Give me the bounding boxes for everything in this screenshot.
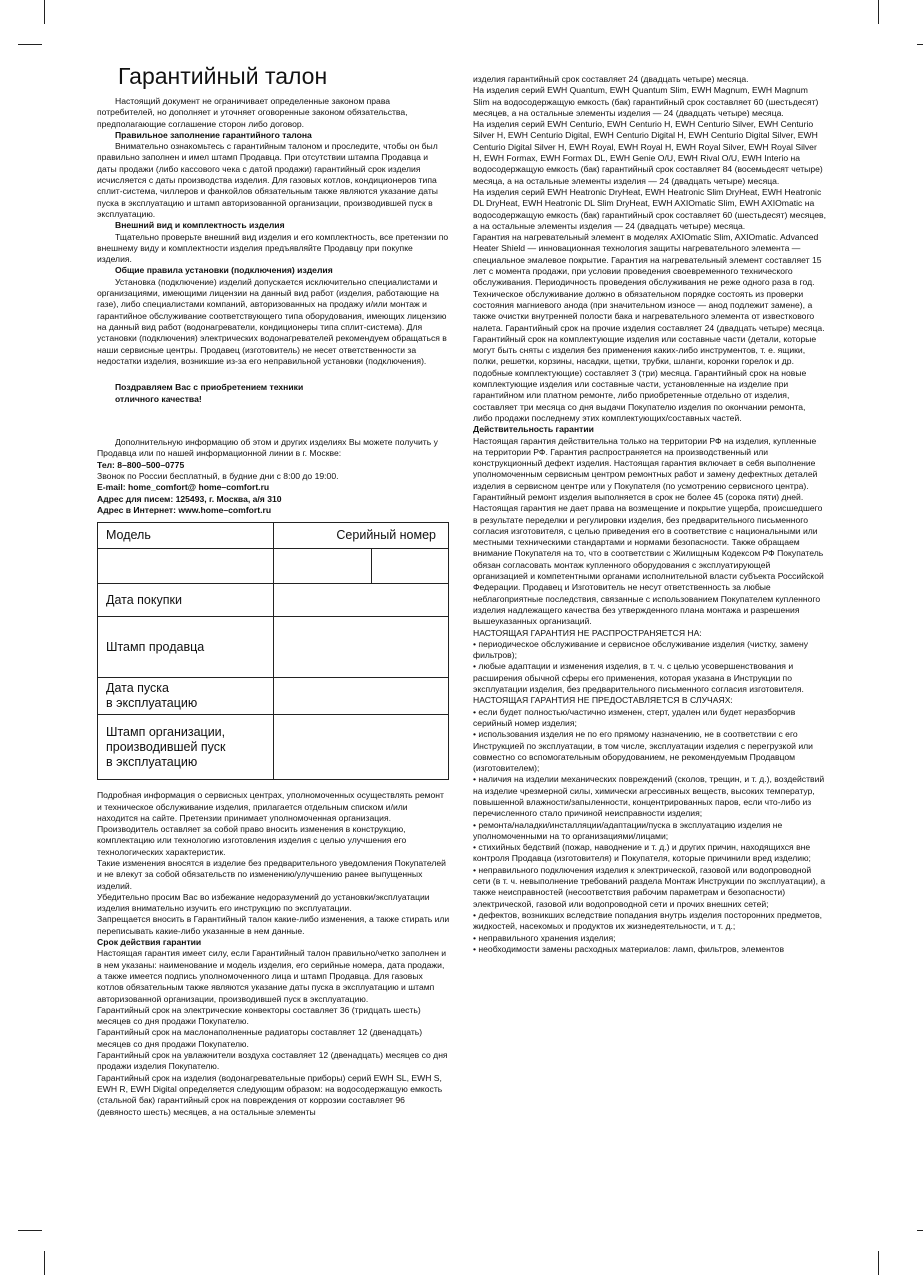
service-info-block [97, 790, 450, 1118]
crop-mark [878, 1251, 879, 1275]
serial-label: Серийный номер [273, 523, 449, 549]
crop-mark [44, 1251, 45, 1275]
term-paragraph: На изделия серий EWH Quantum, EWH Quantum Slim, EWH Magnum, EWH Magnum Slim на водосодержащую емкость (бак) гарантийный срок составляет 60 (шестьдесят) месяцев, а на остальные элементы изделия — 24 (двадцать четыре) месяца. [473, 85, 819, 118]
list-item: • если будет полностью/частично изменен, стерт, удален или будет неразборчив серийный номер изделия; [473, 706, 796, 728]
congrats-line: Поздравляем Вас с приобретением техники [115, 382, 304, 393]
not-given-heading: НАСТОЯЩАЯ ГАРАНТИЯ НЕ ПРЕДОСТАВЛЯЕТСЯ В СЛУЧАЯХ: [473, 695, 733, 706]
validity-paragraph: Настоящая гарантия действительна только на территории РФ на изделия, купленные на территории РФ. Гарантия распространяется на производственный или конструкционный дефект изделия. Настоящая гарантия включает в себя выполнение уполномоченным сервисным центром ремонтных работ и замену дефектных деталей изделия в сервисном центре или у Покупателя (по усмотрению сервисного центра). Гарантийный ремонт изделия выполняется в срок не более 45 (сорока пяти) дней. [473, 435, 818, 502]
left-column [97, 62, 450, 1118]
list-item: • необходимости замены расходных материалов: ламп, фильтров, элементов [473, 943, 785, 954]
model-field[interactable] [98, 549, 274, 584]
org-stamp-line: производившей пуск [106, 739, 226, 754]
term-paragraph: Настоящая гарантия имеет силу, если Гарантийный талон правильно/четко заполнен и в нем указаны: наименование и модель изделия, его серийные номера, дата продажи, а также имеется подпись уполномоченного лица и штамп Продавца. Для газовых котлов обязательным также являются указание даты пуска в эксплуатацию и штамп авторизованной организации, производившей пуск в эксплуатацию. [97, 948, 447, 1004]
fill-paragraph: Внимательно ознакомьтесь с гарантийным талоном и проследите, чтобы он был правильно заполнен и имел штамп Продавца. При отсутствии штампа Продавца и даты продажи (либо кассового чека с датой продажи) гарантийный срок изделия исчисляется с даты производства изделия. Для газовых котлов, кондиционеров типа сплит-система, чиллеров и фанкойлов обязательным также являются указание даты пуска в эксплуатацию и штамп авторизованной организации, производившей пуск в эксплуатацию. [97, 141, 438, 219]
term-paragraph: Гарантийный срок на комплектующие изделия или составные части (детали, которые могут быть сняты с изделия без применения каких-либо инструментов, т. е. ящики, полки, решетки, корзины, насадки, щетки, трубки, шланги, коронки горелок и др. подобные комплектующие) составляет 3 (три) месяца. Гарантийный срок на новые комплектующие изделия или составные части, установленные на изделие при гарантийном или платном ремонте, либо приобретенные отдельно от изделия, составляет три месяца со дня выдачи Покупателю изделия по окончании ремонта, либо продажи последнему этих комплектующих/составных частей. [473, 333, 817, 423]
crop-mark [917, 44, 923, 45]
list-item: • периодическое обслуживание и сервисное обслуживание изделия (чистку, замену фильтров); [473, 638, 809, 661]
seller-stamp-label: Штамп продавца [98, 617, 274, 678]
term-paragraph: Гарантийный срок на увлажнители воздуха составляет 12 (двенадцать) месяцев со дня продажи изделия Покупателю. [97, 1050, 448, 1072]
term-paragraph: Гарантия на нагревательный элемент в моделях AXIOmatic Slim, AXIOmatic. Advanced Heater Shield — инновационная технология защиты нагревательного элемента — специальное эмалевое покрытие. Гарантия на нагревательный элемент составляет 15 лет с момента продажи, при условии проведения своевременного технического обслуживания. Периодичность проведения обслуживания не реже одного раза в год. Техническое обслуживание должно в обязательном порядке состоять из проверки состояния магниевого анода (при значительном износе — анод подлежит замене), а также очистки внутренней полости бака и нагревательного элемента от известкового налета. Гарантийный срок на прочие изделия составляет 24 (двадцать четыре) месяца. [473, 232, 825, 333]
contacts-block [97, 437, 450, 516]
purchase-date-label: Дата покупки [98, 584, 274, 617]
not-apply-heading: НАСТОЯЩАЯ ГАРАНТИЯ НЕ РАСПРОСТРАНЯЕТСЯ НА: [473, 627, 702, 638]
list-item: • использования изделия не по его прямому назначению, не в соответствии с его Инструкцией по эксплуатации, в том числе, эксплуатации изделия с перегрузкой или совместно со вспомогательным оборудованием, не рекомендуемым Продавцом (изготовителем); [473, 729, 813, 774]
term-paragraph: Гарантийный срок на маслонаполненные радиаторы составляет 12 (двенадцать) месяцев со дня продажи Покупателю. [97, 1027, 423, 1049]
crop-mark [18, 44, 42, 45]
page-title: Гарантийный талон [118, 63, 328, 89]
term-paragraph: На изделия серий EWH Heatronic DryHeat, EWH Heatronic Slim DryHeat, EWH Heatronic DL DryHeat, EWH Heatronic DL Slim DryHeat, EWH AXIOmatic Slim, EWH AXIOmatic на водосодержащую емкость (бак) гарантийный срок составляет 60 (шестьдесят) месяцев, а на остальные элементы изделия — 24 (двадцать четыре) месяца. [473, 186, 826, 231]
crop-mark [917, 1230, 923, 1231]
contacts-intro: Дополнительную информацию об этом и других изделиях Вы можете получить у Продавца или по нашей информационной линии в г. Москве: [97, 437, 438, 459]
intro-paragraph: Настоящий документ не ограничивает определенные законом права потребителей, но дополняет и уточняет оговоренные законом обязательства, предполагающие соглашение сторон либо договор. [97, 96, 408, 129]
serial-field[interactable] [371, 549, 448, 584]
list-item: • любые адаптации и изменения изделия, в т. ч. с целью усовершенствования и расширения обычной сферы его применения, которая указана в Инструкции по эксплуатации изделия, без предварительного письменного согласия изготовителя. [473, 661, 804, 695]
right-column [473, 74, 826, 955]
phone: Тел: 8–800–500–0775 [97, 459, 185, 470]
web-address: Адрес в Интернет: www.home–comfort.ru [97, 504, 272, 515]
start-date-field[interactable] [273, 678, 449, 715]
term-paragraph: изделия гарантийный срок составляет 24 (двадцать четыре) месяца. [473, 74, 749, 84]
service-paragraph: Такие изменения вносятся в изделие без предварительного уведомления Покупателей и не влекут за собой обязательств по изменению/улучшению ранее выпущенных изделий. [97, 857, 446, 891]
list-item: • неправильного хранения изделия; [473, 932, 616, 943]
fill-heading: Правильное заполнение гарантийного талона [115, 129, 312, 140]
org-stamp-field[interactable] [273, 715, 449, 780]
install-heading: Общие правила установки (подключения) изделия [115, 265, 333, 276]
look-paragraph: Тщательно проверьте внешний вид изделия и его комплектность, все претензии по внешнему виду и комплектности изделия предъявляйте Продавцу при покупке изделия. [97, 231, 449, 265]
install-paragraph: Установка (подключение) изделий допускается исключительно специалистами и организациями, имеющими лицензии на данный вид работ (изделия, работающие на газе), либо специалистами компаний, авторизованных на продажу и/или монтаж и гарантийное обслуживание соответствующего типа оборудования, имеющих лицензию на данный вид работ (водонагреватели, кондиционеры типа сплит-система). Для установки (подключения) электрических водонагревателей рекомендуем обращаться в наши сервисные центры. Продавец (изготовитель) не несет ответственности за недостатки изделия, возникшие из-за его неправильной установки (подключения). [97, 276, 447, 366]
term-paragraph: Гарантийный срок на электрические конвекторы составляет 36 (тридцать шесть) месяцев со дня продажи Покупателю. [97, 1004, 421, 1027]
service-paragraph: Убедительно просим Вас во избежание недоразумений до установки/эксплуатации изделия внимательно изучить его инструкцию по эксплуатации. [97, 891, 430, 914]
start-date-line: в эксплуатацию [106, 696, 198, 711]
seller-stamp-field[interactable] [273, 617, 449, 678]
service-paragraph: Запрещается вносить в Гарантийный талон какие-либо изменения, а также стирать или переписывать какие-либо указанные в нем данные. [97, 914, 450, 936]
list-item: • стихийных бедствий (пожар, наводнение и т. д.) и других причин, находящихся вне контроля Продавца (изготовителя) и Покупателя, которые причинили вред изделию; [473, 842, 811, 864]
crop-mark [44, 0, 45, 24]
phone-note: Звонок по России бесплатный, в будние дни с 8:00 до 19:00. [97, 471, 339, 482]
list-item: • ремонта/наладки/инсталляции/адаптации/пуска в эксплуатацию изделия не уполномоченными на то организациями/лицами; [473, 819, 783, 841]
list-item: • неправильного подключения изделия к электрической, газовой или водопроводной сети (в т. ч. невыполнение требований раздела Монтаж Инструкции по эксплуатации), а также неисправностей (несоответствия рабочим параметрам и безопасности) электрической, газовой или водопроводной сети и прочих внешних сетей; [473, 864, 826, 909]
crop-mark [878, 0, 879, 24]
term-heading: Срок действия гарантии [97, 937, 202, 948]
term-paragraph: Гарантийный срок на изделия (водонагревательные приборы) серий EWH SL, EWH S, EWH R, EWH Digital определяется следующим образом: на водосодержащую емкость (стальной бак) гарантийный срок на повреждения от коррозии составляет 96 (девяносто шесть) месяцев, а на остальные элементы [97, 1072, 443, 1117]
warranty-card-table [97, 522, 449, 780]
purchase-date-field[interactable] [273, 584, 449, 617]
list-item: • дефектов, возникших вследствие попадания внутрь изделия посторонних предметов, жидкостей, насекомых и продуктов их жизнедеятельности, и т. д.; [473, 909, 823, 932]
congrats-block [115, 381, 450, 405]
model-label: Модель [98, 523, 274, 549]
validity-paragraph: Настоящая гарантия не дает права на возмещение и покрытие ущерба, происшедшего в результате переделки и регулировки изделия, без предварительного письменного согласия изготовителя, с целью приведения его в соответствие с национальными или местными техническими стандартами и нормами безопасности. Также обращаем внимание Покупателя на то, что в соответствии с Жилищным Кодексом РФ Покупатель обязан согласовать монтаж купленного оборудования с эксплуатирующей организацией и компетентными органами исполнительной власти субъекта Российской Федерации. Продавец и Изготовитель не несут ответственность за любые неблагоприятные последствия, связанные с использованием Покупателем купленного изделия надлежащего качества без утвержденного плана монтажа и разрешения вышеуказанных организаций. [473, 503, 824, 627]
serial-field[interactable] [273, 549, 371, 584]
start-date-label [98, 678, 274, 715]
org-stamp-line: в эксплуатацию [106, 754, 198, 769]
org-stamp-label [98, 715, 274, 780]
list-item: • наличия на изделии механических повреждений (сколов, трещин, и т. д.), воздействий на изделие чрезмерной силы, химически агрессивных веществ, высоких температур, повышенной влажности/запыленности, концентрированных паров, если что-либо из перечисленного стало причиной неисправности изделия; [473, 774, 825, 819]
congrats-line: отличного качества! [115, 394, 202, 405]
look-heading: Внешний вид и комплектность изделия [115, 220, 285, 231]
start-date-line: Дата пуска [106, 681, 169, 696]
postal-address: Адрес для писем: 125493, г. Москва, а/я 310 [97, 493, 282, 504]
validity-heading: Действительность гарантии [473, 424, 594, 435]
service-paragraph: Подробная информация о сервисных центрах, уполномоченных осуществлять ремонт и техническое обслуживание изделия, прилагается отдельным списком и/или находится на сайте. Претензии принимает уполномоченная организация. [97, 790, 444, 823]
term-paragraph: На изделия серий EWH Centurio, EWH Centurio H, EWH Centurio Silver, EWH Centurio Silver H, EWH Centurio Digital, EWH Centurio Digital H, EWH Centurio Digital Silver, EWH Centurio Digital Silver H, EWH Royal, EWH Royal H, EWH Royal Silver, EWH Royal Silver H, EWH Formax, EWH Formax DL, EWH Genie O/U, EWH Rival O/U, EWH Interio на водосодержащую емкость (бак) гарантийный срок составляет 84 (восемьдесят четыре) месяца, а на остальные элементы изделия — 24 (двадцать четыре) месяца. [473, 119, 823, 186]
crop-mark [18, 1230, 42, 1231]
email: E-mail: home_comfort@ home–comfort.ru [97, 482, 270, 493]
service-paragraph: Производитель оставляет за собой право вносить изменения в конструкцию, комплектацию или технологию изготовления изделия с целью улучшения его технологических характеристик. [97, 824, 407, 857]
org-stamp-line: Штамп организации, [106, 724, 226, 739]
